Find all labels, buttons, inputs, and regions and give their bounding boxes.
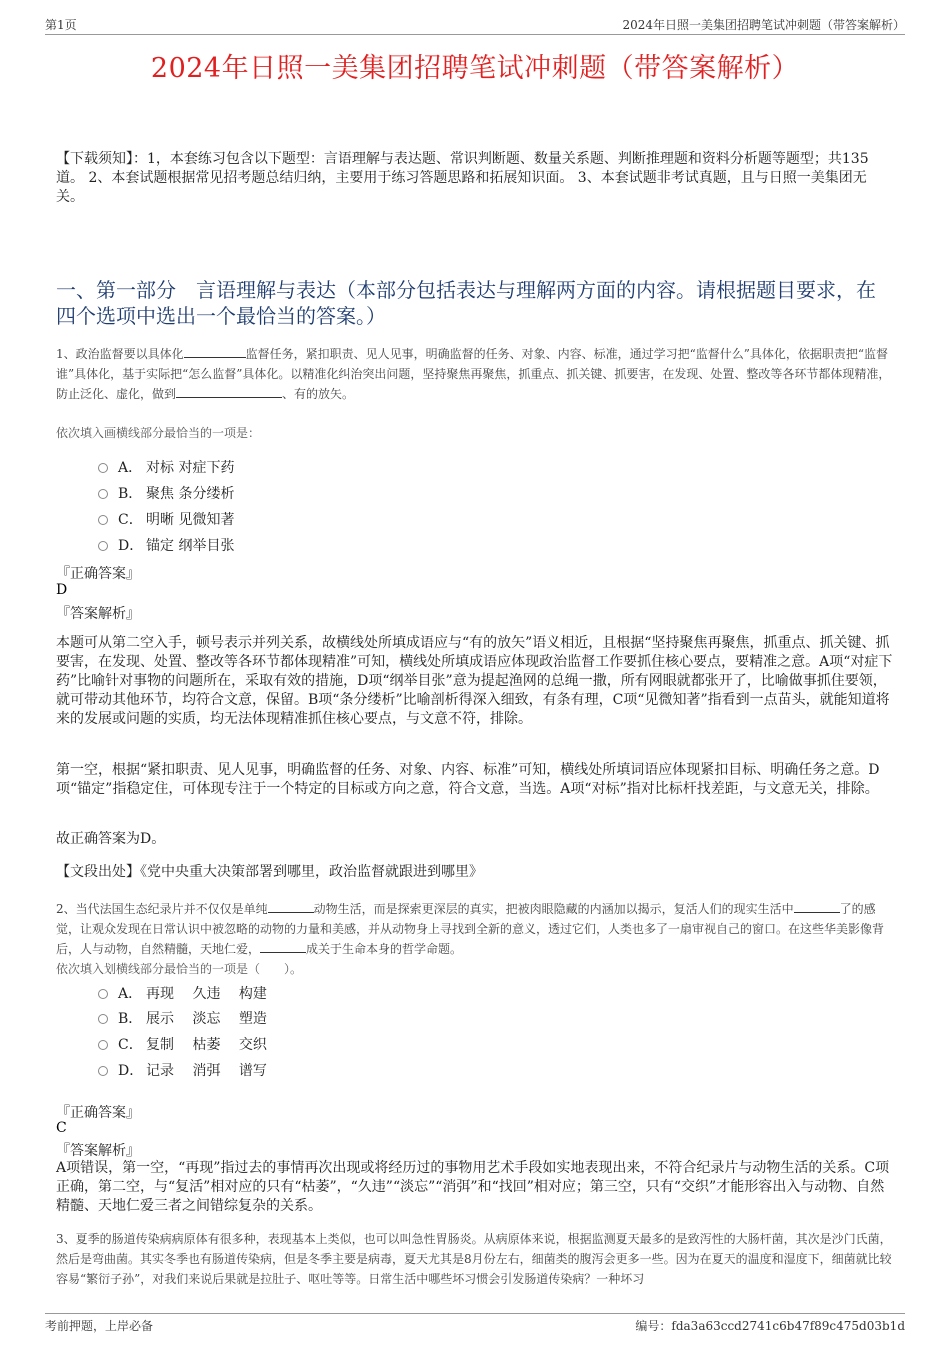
q2-answer-label: 『正确答案』 bbox=[56, 1105, 140, 1121]
radio-icon[interactable] bbox=[98, 1066, 108, 1076]
question-1-text bbox=[56, 344, 894, 404]
q1-option-d[interactable]: D． 锚定 纲举目张 bbox=[98, 535, 234, 555]
q1-source: 【文段出处】《党中央重大决策部署到哪里，政治监督就跟进到哪里》 bbox=[56, 864, 483, 880]
question-3-text: 3、夏季的肠道传染病病原体有很多种，表现基本上类似，也可以叫急性胃肠炎。从病原体来说，根据监测夏天最多的是致泻性的大肠杆菌，其次是沙门氏菌，然后是弯曲菌。其实冬季也有肠道传染病，但是冬季主要是病毒，夏天尤其是8月份左右，细菌类的腹泻会更多一些。因为在夏天的温度和湿度下，细菌就比较容易“繁衍子孙”，对我们来说后果就是拉肚子、呕吐等等。日常生活中哪些坏习惯会引发肠道传染病？一种坏习 bbox=[56, 1232, 892, 1286]
q2-blank-3 bbox=[260, 940, 306, 953]
q1-answer: D bbox=[56, 582, 68, 598]
section-heading: 一、第一部分 言语理解与表达（本部分包括表达与理解两方面的内容。请根据题目要求，在四个选项中选出一个最恰当的答案。） bbox=[56, 278, 876, 328]
q1-stem-c: 、有的放矢。 bbox=[282, 387, 355, 401]
q1-option-a[interactable]: A． 对标 对症下药 bbox=[98, 457, 234, 477]
q1-stem-a: 1、政治监督要以具体化 bbox=[56, 347, 184, 361]
q2-blank-1 bbox=[268, 900, 314, 913]
q2-blank-2 bbox=[794, 900, 840, 913]
q1-analysis-label: 『答案解析』 bbox=[56, 606, 140, 622]
footer-serial: 编号：fda3a63ccd2741c6b47f89c475d03b1d bbox=[635, 1319, 905, 1333]
radio-icon[interactable] bbox=[98, 989, 108, 999]
radio-icon[interactable] bbox=[98, 489, 108, 499]
q1-blank-1 bbox=[184, 345, 246, 358]
q2-option-b[interactable]: B． 展示 淡忘 塑造 bbox=[98, 1008, 267, 1028]
q1-analysis-p2: 第一空，根据“紧扣职责、见人见事，明确监督的任务、对象、内容、标准”可知，横线处所填词语应体现紧扣目标、明确任务之意。D项“锚定”指稳定住，可体现专注于一个特定的目标或方向之意，符合文意，当选。A项“对标”指对比标杆找差距，与文意无关，排除。 bbox=[56, 762, 880, 797]
q2-prompt: 依次填入划横线部分最恰当的一项是（ ）。 bbox=[56, 962, 303, 976]
q1-analysis-p1: 本题可从第二空入手，顿号表示并列关系，故横线处所填成语应与“有的放矢”语义相近，且根据“坚持聚焦再聚焦，抓重点、抓关键、抓要害，在发现、处置、整改等各环节都体现精准”可知，横线处所填成语应体现政治监督工作要抓住核心要点，要精准之意。A项“对症下药”比喻针对事物的问题所在，采取有效的措施，D项“纲举目张”意为提起渔网的总绳一撒，所有网眼就都张开了，比喻做事抓住要领，就可带动其他环节，均符合文意，保留。B项“条分缕析”比喻剖析得深入细致，有条有理，C项“见微知著”指看到一点苗头，就能知道将来的发展或问题的实质，均无法体现精准抓住核心要点，与文意不符，排除。 bbox=[56, 635, 893, 727]
radio-icon[interactable] bbox=[98, 541, 108, 551]
q2-answer: C bbox=[56, 1120, 67, 1136]
q1-option-b[interactable]: B． 聚焦 条分缕析 bbox=[98, 483, 234, 503]
q2-analysis-label: 『答案解析』 bbox=[56, 1143, 140, 1159]
page-footer bbox=[45, 1313, 905, 1334]
page-number: 第1页 bbox=[45, 18, 77, 32]
question-2-text: 2、当代法国生态纪录片并不仅仅是单纯 动物生活，而是探索更深层的真实，把被肉眼隐藏的内涵加以揭示，复活人们的现实生活中 了的感觉，让观众发现在日常认识中被忽略的动物的力量和美感，并从动物身上寻找到全新的意义，透过它们，人类也多了一扇审视自己的窗口。在这些华美影像背后，人与动物，自然精髓，天地仁爱， 成关于生命本身的哲学命题。 bbox=[56, 902, 885, 956]
q1-blank-2 bbox=[176, 385, 282, 398]
q2-option-d[interactable]: D． 记录 消弭 谱写 bbox=[98, 1060, 267, 1080]
q1-analysis-p3: 故正确答案为D。 bbox=[56, 831, 166, 847]
q2-option-a[interactable]: A． 再现 久违 构建 bbox=[98, 983, 267, 1003]
download-notice: 【下载须知】：1，本套练习包含以下题型：言语理解与表达题、常识判断题、数量关系题、判断推理题和资料分析题等题型；共135道。 2、本套试题根据常见招考题总结归纳，主要用于练习答题思路和拓展知识面。 3、本套试题非考试真题，且与日照一美集团无关。 bbox=[56, 151, 869, 205]
document-title: 2024年日照一美集团招聘笔试冲刺题（带答案解析） bbox=[150, 53, 800, 84]
q2-option-c[interactable]: C． 复制 枯萎 交织 bbox=[98, 1034, 267, 1054]
footer-slogan: 考前押题，上岸必备 bbox=[45, 1319, 154, 1333]
radio-icon[interactable] bbox=[98, 1014, 108, 1024]
radio-icon[interactable] bbox=[98, 515, 108, 525]
radio-icon[interactable] bbox=[98, 463, 108, 473]
q1-answer-label: 『正确答案』 bbox=[56, 566, 140, 582]
page-header bbox=[45, 14, 905, 35]
header-doc-title: 2024年日照一美集团招聘笔试冲刺题（带答案解析） bbox=[622, 18, 905, 32]
q2-analysis-p1: A项错误，第一空，“再现”指过去的事情再次出现或将经历过的事物用艺术手段如实地表现出来，不符合纪录片与动物生活的关系。C项正确，第二空，与“复活”相对应的只有“枯萎”，“久违”“淡忘”“消弭”和“找回”相对应；第三空，只有“交织”才能形容出入与动物、自然精髓、天地仁爱三者之间错综复杂的关系。 bbox=[56, 1160, 890, 1214]
q1-option-c[interactable]: C． 明晰 见微知著 bbox=[98, 509, 234, 529]
q1-prompt: 依次填入画横线部分最恰当的一项是： bbox=[56, 426, 261, 440]
q1-stem-b: 监督任务，紧扣职责、见人见事，明确监督的任务、对象、内容、标准，通过学习把“监督什么”具体化，依据职责把“监督谁”具体化，基于实际把“怎么监督”具体化。以精准化纠治突出问题，坚持聚焦再聚焦，抓重点、抓关键、抓要害，在发现、处置、整改等各环节都体现精准，防止泛化、虚化，做到 bbox=[56, 347, 891, 401]
radio-icon[interactable] bbox=[98, 1040, 108, 1050]
